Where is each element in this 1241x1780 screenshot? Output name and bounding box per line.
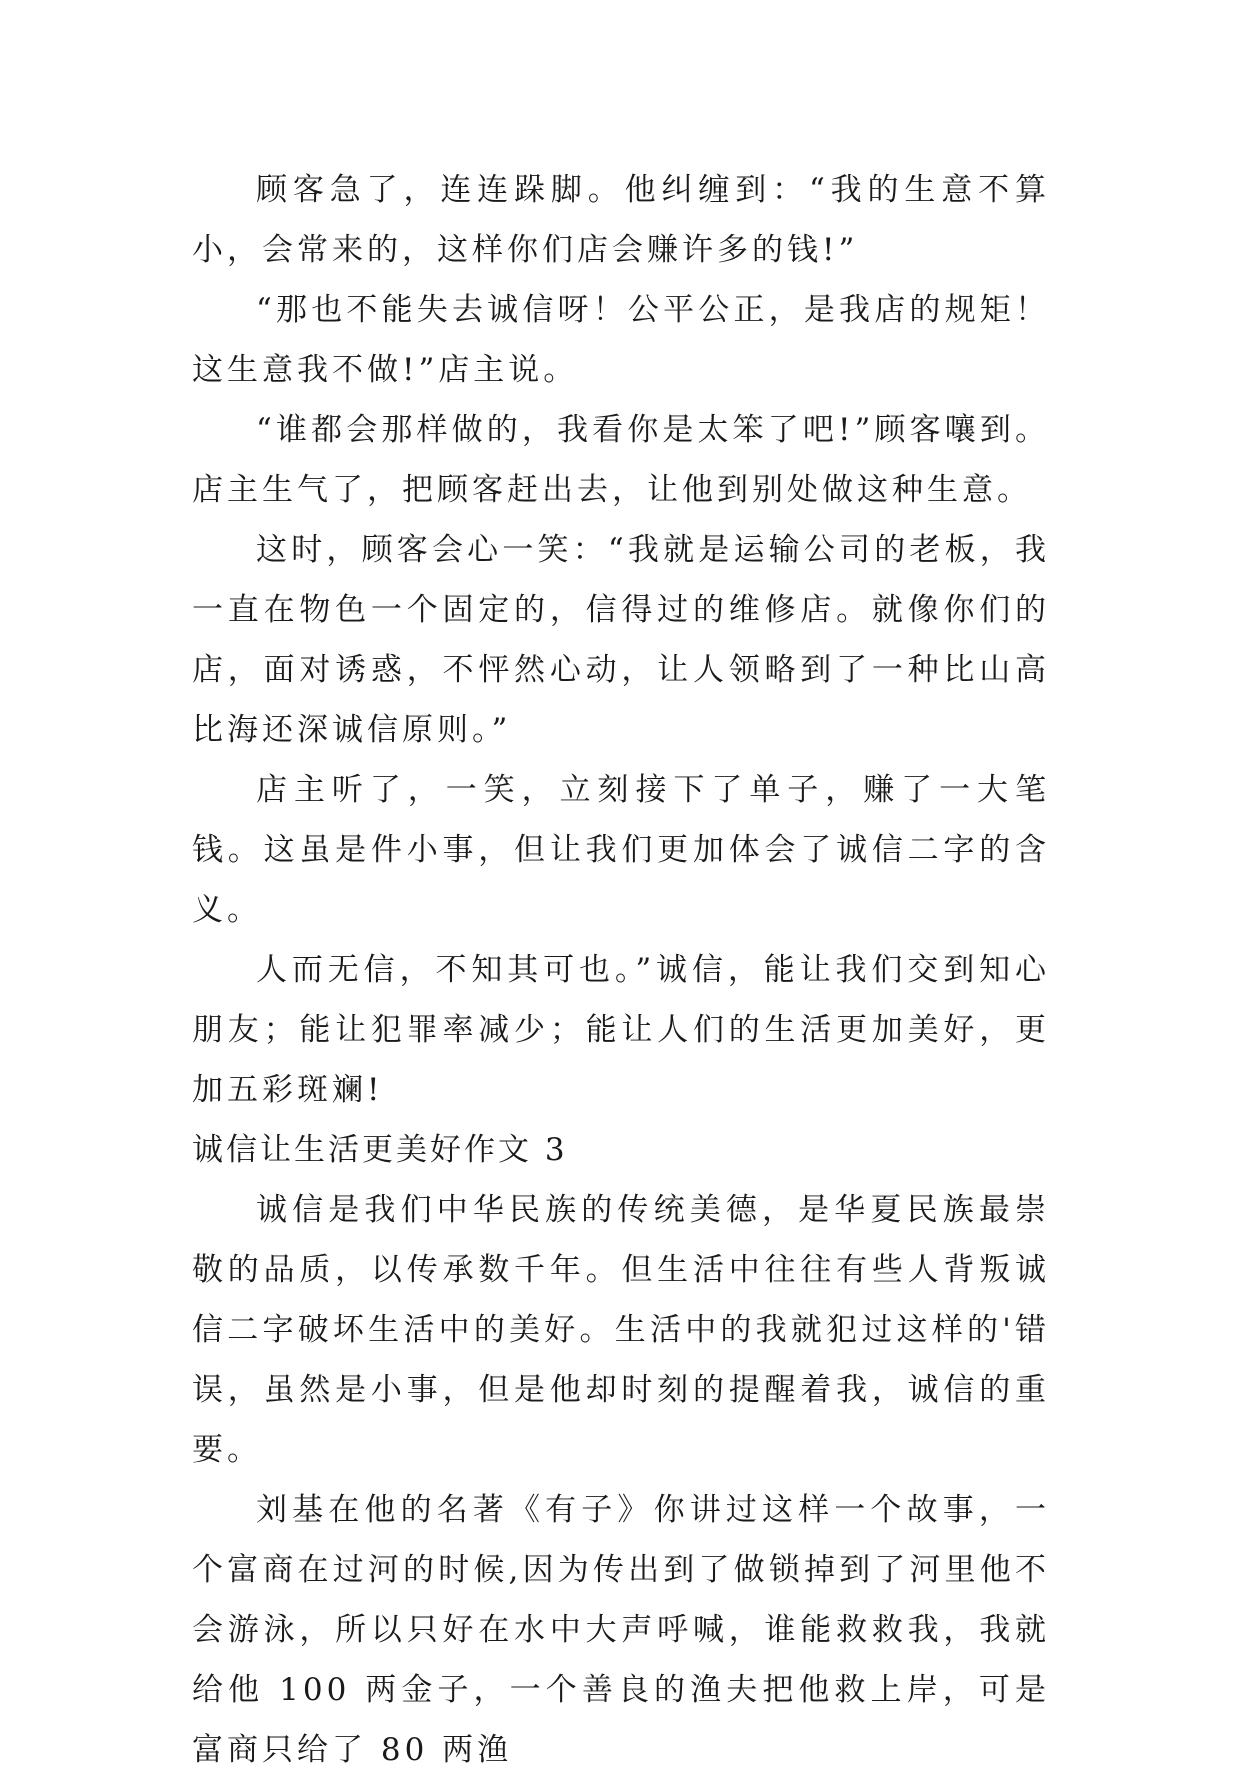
paragraph: 诚信是我们中华民族的传统美德，是华夏民族最崇敬的品质，以传承数千年。但生活中往往有些人背叛诚信二字破坏生活中的美好。生活中的我就犯过这样的'错误，虽然是小事，但是他却时刻的提醒着我，诚信的重要。 [192,1192,1050,1468]
paragraph: “那也不能失去诚信呀！公平公正，是我店的规矩！这生意我不做!”店主说。 [192,292,1050,388]
paragraph: 店主听了，一笑，立刻接下了单子，赚了一大笔钱。这虽是件小事，但让我们更加体会了诚信二字的含义。 [192,772,1050,928]
paragraph: “谁都会那样做的，我看你是太笨了吧!”顾客嚷到。店主生气了，把顾客赶出去，让他到别处做这种生意。 [192,412,1050,508]
paragraph: 这时，顾客会心一笑：“我就是运输公司的老板，我一直在物色一个固定的，信得过的维修店。就像你们的店，面对诱惑，不怦然心动，让人领略到了一种比山高比海还深诚信原则。” [192,532,1050,748]
document-body [192,160,1050,1780]
section-heading: 诚信让生活更美好作文 3 [192,1132,568,1168]
paragraph: 人而无信，不知其可也。”诚信，能让我们交到知心朋友；能让犯罪率减少；能让人们的生活更加美好，更加五彩斑斓! [192,952,1050,1108]
paragraph: 刘基在他的名著《有子》你讲过这样一个故事，一个富商在过河的时候,因为传出到了做锁掉到了河里他不会游泳，所以只好在水中大声呼喊，谁能救救我，我就给他 100 两金子，一个善良的渔夫把他救上岸，可是富商只给了 80 两渔 [192,1492,1050,1768]
paragraph: 顾客急了，连连跺脚。他纠缠到：“我的生意不算小，会常来的，这样你们店会赚许多的钱!” [192,172,1050,268]
